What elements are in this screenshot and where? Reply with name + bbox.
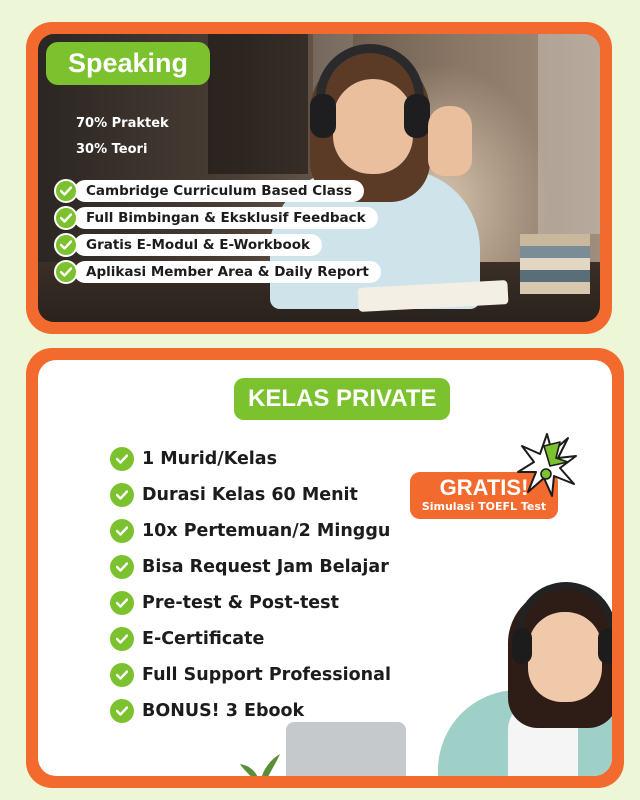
bookshelf [208, 34, 308, 174]
feature-label: Aplikasi Member Area & Daily Report [74, 261, 381, 283]
benefit-item [110, 482, 391, 508]
check-circle-icon [110, 447, 134, 471]
check-circle-icon [54, 179, 78, 203]
feature-item [54, 234, 381, 256]
benefit-item [110, 590, 391, 616]
benefit-label: BONUS! 3 Ebook [142, 701, 305, 721]
check-circle-icon [110, 627, 134, 651]
benefit-item [110, 662, 391, 688]
benefit-item [110, 626, 391, 652]
headphone-cup-left [310, 94, 336, 138]
check-circle-icon [54, 233, 78, 257]
private-class-panel [38, 360, 612, 776]
benefit-item [110, 554, 391, 580]
feature-label: Full Bimbingan & Eksklusif Feedback [74, 207, 378, 229]
window-light [538, 34, 600, 234]
benefit-label: Pre-test & Post-test [142, 593, 339, 613]
check-circle-icon [110, 483, 134, 507]
headset-cup-left [512, 628, 532, 664]
ratio-theory: 30% Teori [76, 142, 148, 157]
benefit-label: Durasi Kelas 60 Menit [142, 485, 358, 505]
benefit-label: Bisa Request Jam Belajar [142, 557, 389, 577]
private-class-card [26, 348, 624, 788]
check-circle-icon [110, 699, 134, 723]
benefit-label: E-Certificate [142, 629, 265, 649]
feature-label: Gratis E-Modul & E-Workbook [74, 234, 322, 256]
laptop [286, 722, 406, 776]
feature-item [54, 261, 381, 283]
benefit-label: 10x Pertemuan/2 Minggu [142, 521, 391, 541]
feature-label: Cambridge Curriculum Based Class [74, 180, 364, 202]
benefit-label: Full Support Professional [142, 665, 391, 685]
feature-item [54, 180, 381, 202]
check-circle-icon [110, 591, 134, 615]
starburst-icon [516, 432, 578, 500]
speaking-card [26, 22, 612, 334]
benefit-label: 1 Murid/Kelas [142, 449, 278, 469]
plant-icon [236, 740, 284, 776]
check-circle-icon [110, 663, 134, 687]
student-photo-speaking [38, 34, 600, 322]
speaking-badge: Speaking [46, 42, 210, 85]
book-stack [520, 234, 590, 294]
promo-toefl-text: Simulasi TOEFL Test [421, 500, 547, 513]
promo-gratis-text: GRATIS! [439, 475, 529, 500]
benefit-item [110, 698, 391, 724]
benefit-item [110, 518, 391, 544]
benefit-item [110, 446, 391, 472]
speaking-feature-list [54, 180, 381, 288]
ratio-practice: 70% Praktek [76, 116, 169, 131]
kelas-private-title: KELAS PRIVATE [234, 378, 450, 420]
check-circle-icon [54, 260, 78, 284]
waving-hand [428, 106, 472, 176]
headphone-cup-right [404, 94, 430, 138]
check-circle-icon [54, 206, 78, 230]
feature-item [54, 207, 381, 229]
headset-cup-right [598, 628, 612, 664]
check-circle-icon [110, 555, 134, 579]
check-circle-icon [110, 519, 134, 543]
benefit-list [110, 446, 391, 734]
